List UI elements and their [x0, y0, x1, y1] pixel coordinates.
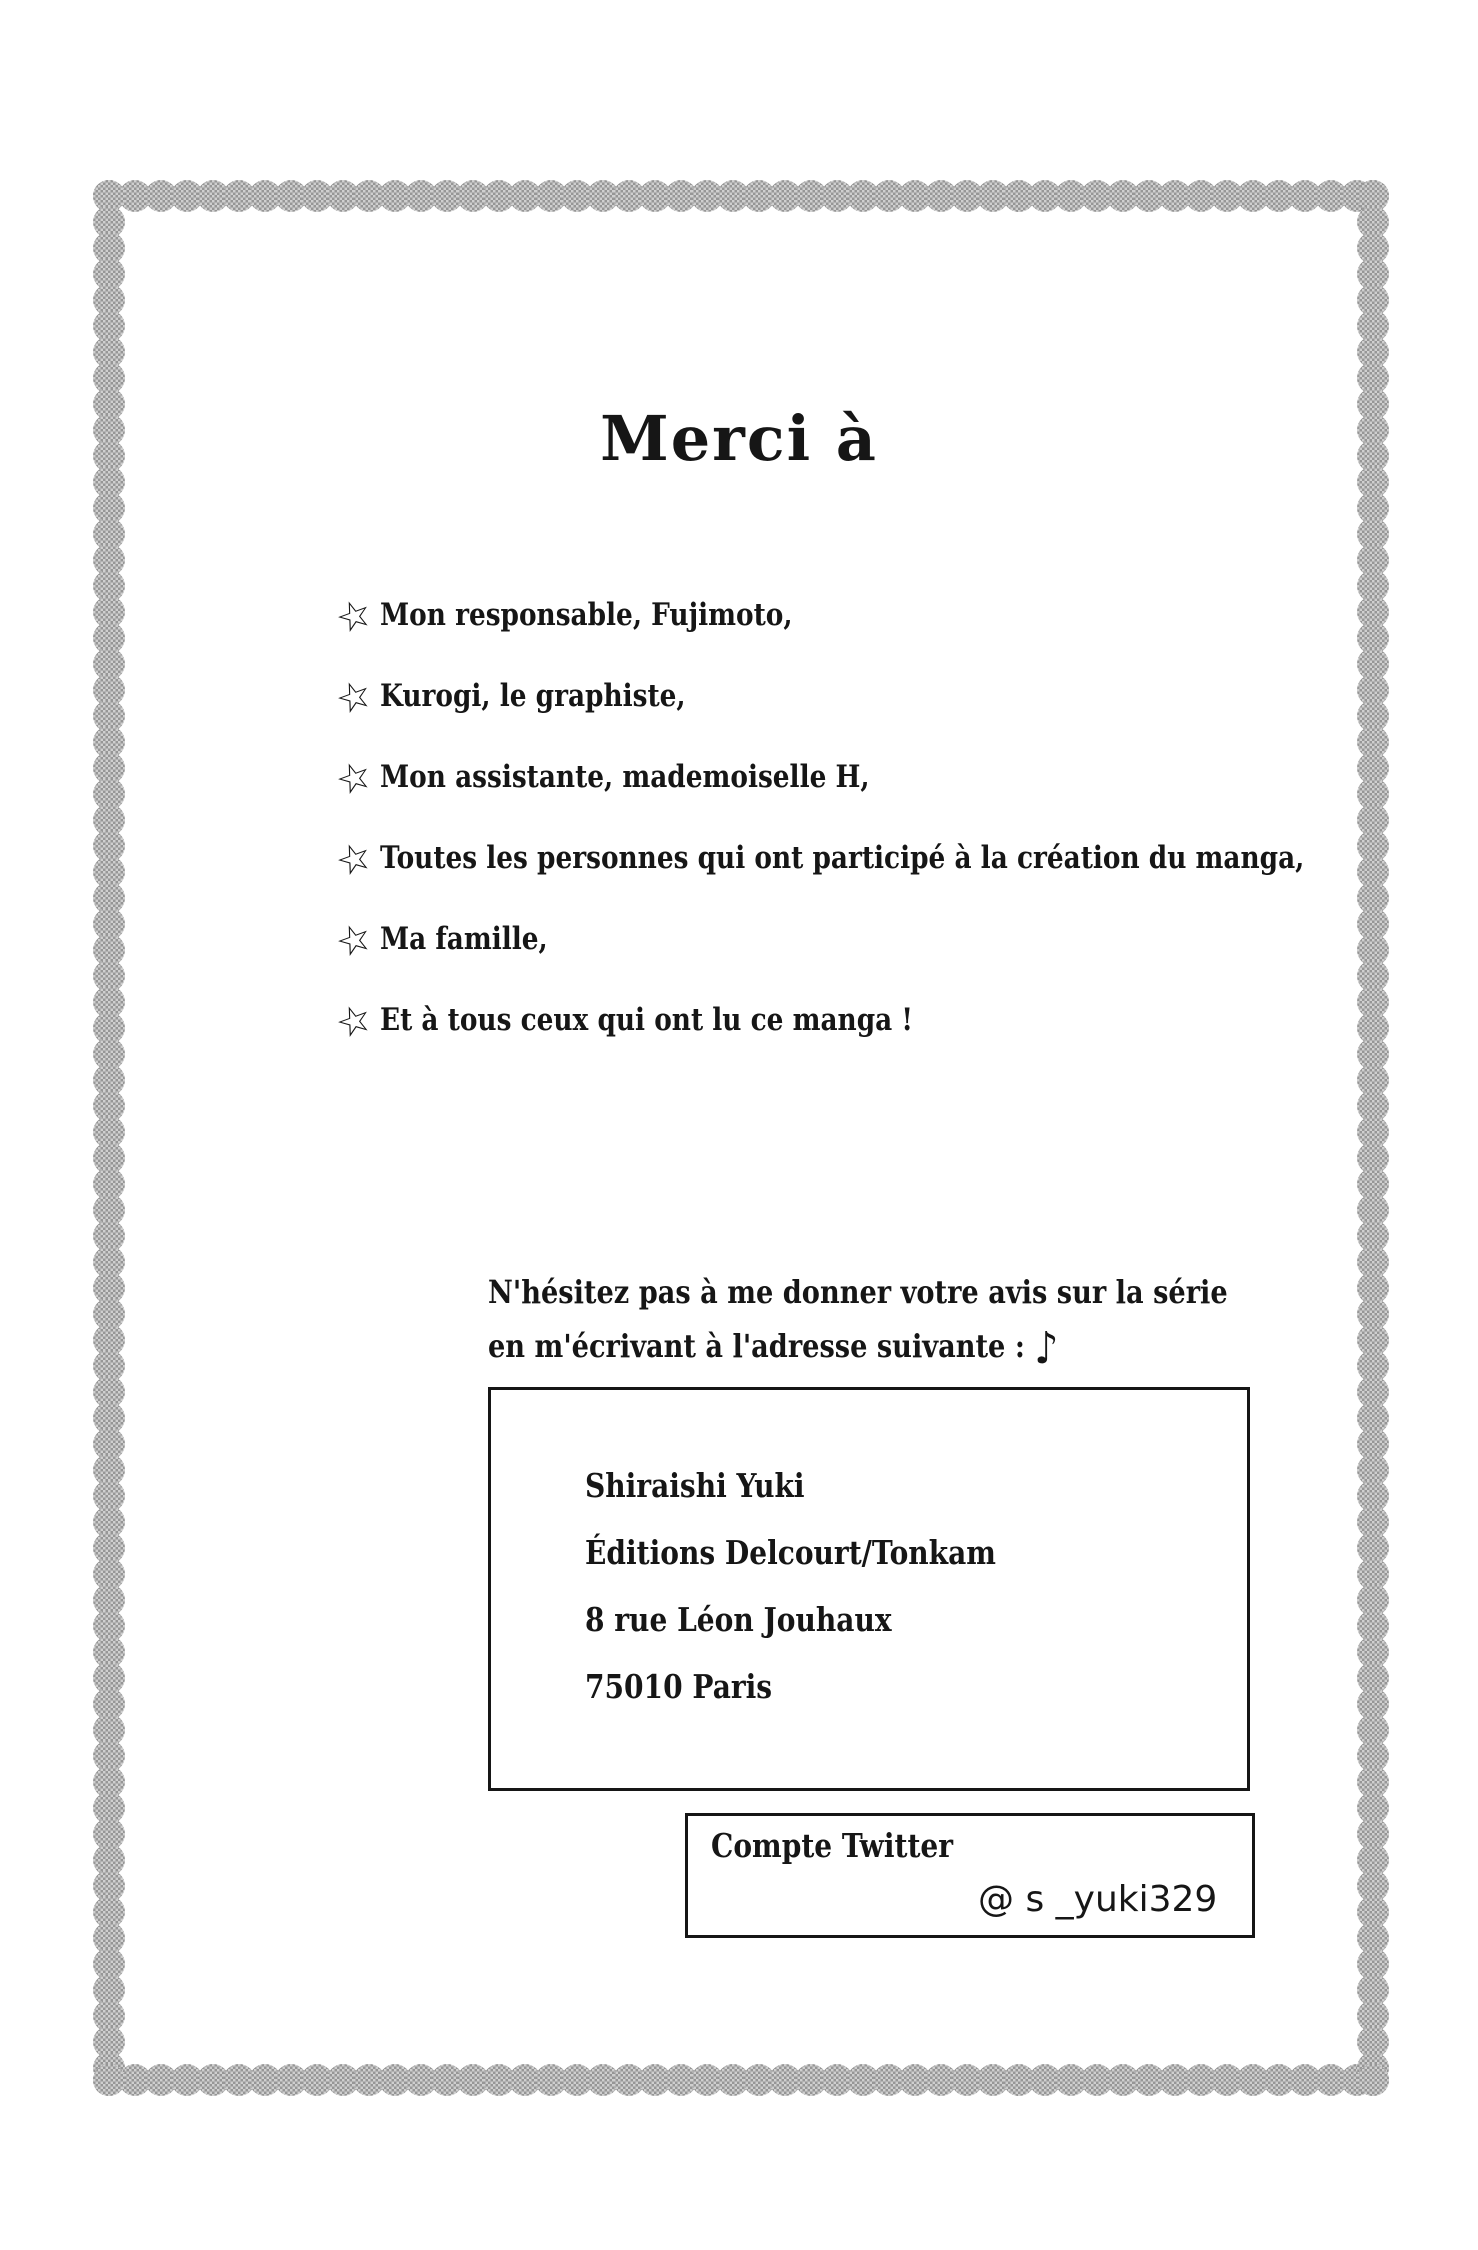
- list-item: [329, 817, 1467, 898]
- feedback-note: [488, 1265, 1358, 1376]
- border-beads-top: [93, 180, 1389, 212]
- thanks-text: Et à tous ceux qui ont lu ce manga !: [380, 1001, 913, 1038]
- star-bullet-icon: ☆: [329, 588, 379, 644]
- music-note-icon: ♪: [1034, 1323, 1059, 1374]
- list-item: [329, 898, 1467, 979]
- address-line-publisher: Éditions Delcourt/Tonkam: [585, 1533, 996, 1572]
- list-item: [329, 736, 1467, 817]
- thanks-text: Mon responsable, Fujimoto,: [380, 596, 793, 633]
- border-beads-bottom: [93, 2064, 1389, 2096]
- star-bullet-icon: ☆: [329, 750, 379, 806]
- thanks-text: Kurogi, le graphiste,: [380, 677, 686, 714]
- star-bullet-icon: ☆: [329, 912, 379, 968]
- list-item: [329, 979, 1467, 1060]
- thanks-list: [329, 574, 1467, 1060]
- bead: [1357, 2064, 1389, 2096]
- bead: [93, 2064, 125, 2096]
- thanks-text: Ma famille,: [380, 920, 548, 957]
- thanks-text: Mon assistante, mademoiselle H,: [380, 758, 870, 795]
- feedback-line1: N'hésitez pas à me donner votre avis sur la série: [488, 1273, 1228, 1311]
- page-title: Merci à: [600, 402, 878, 475]
- thanks-text: Toutes les personnes qui ont participé à la création du manga,: [380, 839, 1305, 876]
- title-wrap: [0, 402, 1478, 475]
- twitter-handle: @ s _yuki329: [978, 1879, 1218, 1920]
- feedback-line2: en m'écrivant à l'adresse suivante : ♪: [488, 1323, 1059, 1374]
- twitter-label: Compte Twitter: [711, 1826, 954, 1865]
- twitter-box: [685, 1813, 1255, 1938]
- star-bullet-icon: ☆: [329, 669, 379, 725]
- star-bullet-icon: ☆: [329, 993, 379, 1049]
- list-item: [329, 655, 1467, 736]
- address-line-street: 8 rue Léon Jouhaux: [585, 1600, 892, 1639]
- list-item: [329, 574, 1467, 655]
- star-bullet-icon: ☆: [329, 831, 379, 887]
- address-line-city: 75010 Paris: [585, 1667, 773, 1706]
- address-box: [488, 1387, 1250, 1791]
- address-line-name: Shiraishi Yuki: [585, 1466, 805, 1505]
